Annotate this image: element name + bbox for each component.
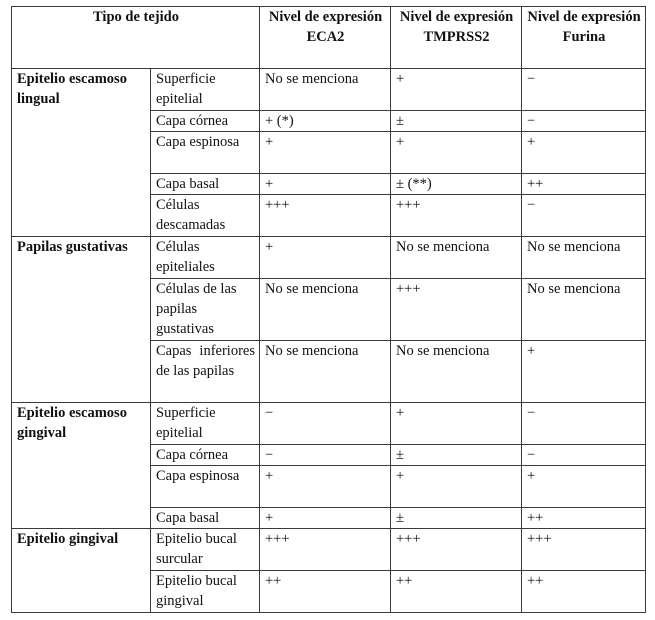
tissue-cell: Capa basal: [151, 508, 260, 529]
group-label: Epitelio escamoso gingival: [12, 403, 151, 529]
eca2-cell: No se menciona: [260, 279, 391, 341]
eca2-cell: −: [260, 445, 391, 466]
furina-cell: −: [522, 195, 646, 237]
eca2-cell: No se menciona: [260, 69, 391, 111]
eca2-cell: No se menciona: [260, 341, 391, 403]
header-tissue-type: Tipo de tejido: [12, 7, 260, 69]
furina-cell: ++: [522, 508, 646, 529]
tmprss2-cell: +++: [391, 195, 522, 237]
tmprss2-cell: ++: [391, 571, 522, 613]
header-tmprss2: Nivel de expresión TMPRSS2: [391, 7, 522, 69]
tmprss2-cell: +: [391, 466, 522, 508]
furina-cell: −: [522, 111, 646, 132]
tissue-cell: Capas inferiores de las papilas: [151, 341, 260, 403]
furina-cell: −: [522, 445, 646, 466]
eca2-cell: +++: [260, 195, 391, 237]
tmprss2-cell: +: [391, 69, 522, 111]
furina-cell: ++: [522, 571, 646, 613]
table-row: [12, 237, 646, 279]
eca2-cell: +: [260, 237, 391, 279]
tissue-cell: Capa córnea: [151, 445, 260, 466]
furina-cell: +: [522, 341, 646, 403]
furina-cell: −: [522, 403, 646, 445]
tmprss2-cell: No se menciona: [391, 341, 522, 403]
furina-cell: +: [522, 466, 646, 508]
eca2-cell: +: [260, 174, 391, 195]
tissue-cell: Capa espinosa: [151, 132, 260, 174]
tissue-cell: Capa espinosa: [151, 466, 260, 508]
eca2-cell: + (*): [260, 111, 391, 132]
tissue-cell: Células epiteliales: [151, 237, 260, 279]
furina-cell: No se menciona: [522, 279, 646, 341]
group-label: Papilas gustativas: [12, 237, 151, 403]
tmprss2-cell: No se menciona: [391, 237, 522, 279]
furina-cell: No se menciona: [522, 237, 646, 279]
tmprss2-cell: ± (**): [391, 174, 522, 195]
furina-cell: −: [522, 69, 646, 111]
header-row: [12, 7, 646, 69]
header-furina: Nivel de expresión Furina: [522, 7, 646, 69]
tissue-cell: Superficie epitelial: [151, 403, 260, 445]
tissue-cell: Células de las papilas gustativas: [151, 279, 260, 341]
eca2-cell: +: [260, 466, 391, 508]
furina-cell: +++: [522, 529, 646, 571]
group-label: Epitelio escamoso lingual: [12, 69, 151, 237]
furina-cell: +: [522, 132, 646, 174]
tissue-cell: Superficie epitelial: [151, 69, 260, 111]
tmprss2-cell: ±: [391, 111, 522, 132]
table-row: [12, 529, 646, 571]
eca2-cell: −: [260, 403, 391, 445]
eca2-cell: +: [260, 132, 391, 174]
eca2-cell: ++: [260, 571, 391, 613]
tmprss2-cell: +: [391, 132, 522, 174]
eca2-cell: +: [260, 508, 391, 529]
header-eca2: Nivel de expresión ECA2: [260, 7, 391, 69]
eca2-cell: +++: [260, 529, 391, 571]
tissue-cell: Capa basal: [151, 174, 260, 195]
tissue-cell: Epitelio bucal surcular: [151, 529, 260, 571]
table-row: [12, 403, 646, 445]
tissue-cell: Capa córnea: [151, 111, 260, 132]
furina-cell: ++: [522, 174, 646, 195]
tissue-cell: Epitelio bucal gingival: [151, 571, 260, 613]
tmprss2-cell: +++: [391, 529, 522, 571]
tmprss2-cell: ±: [391, 445, 522, 466]
table-row: [12, 69, 646, 111]
tmprss2-cell: +++: [391, 279, 522, 341]
expression-table: [11, 6, 646, 613]
tmprss2-cell: ±: [391, 508, 522, 529]
tissue-cell: Células descamadas: [151, 195, 260, 237]
group-label: Epitelio gingival: [12, 529, 151, 613]
tmprss2-cell: +: [391, 403, 522, 445]
